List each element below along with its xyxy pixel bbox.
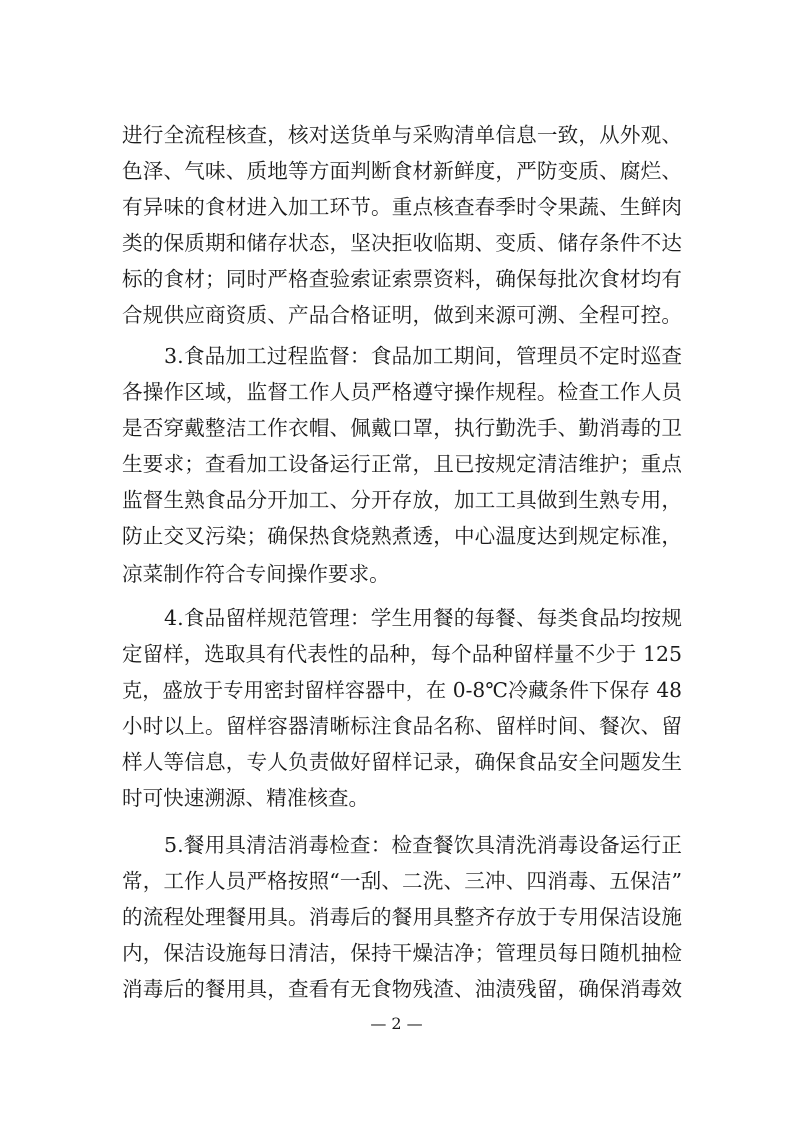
paragraph-1-line-1: 进行全流程核查，核对送货单与采购清单信息一致，从外观、 xyxy=(122,123,682,147)
paragraph-3-line-6: 时可快速溯源、精准核查。 xyxy=(122,786,370,810)
paragraph-3-line-5: 样人等信息，专人负责做好留样记录，确保食品安全问题发生 xyxy=(122,750,682,774)
paragraph-3-line-4: 小时以上。留样容器清晰标注食品名称、留样时间、餐次、留 xyxy=(122,714,682,738)
paragraph-4-line-3: 的流程处理餐用具。消毒后的餐用具整齐存放于专用保洁设施 xyxy=(122,905,682,929)
paragraph-1-line-6: 合规供应商资质、产品合格证明，做到来源可溯、全程可控。 xyxy=(122,303,682,327)
paragraph-3-line-2: 定留样，选取具有代表性的品种，每个品种留样量不少于 125 xyxy=(122,642,682,666)
paragraph-4-line-2: 常，工作人员严格按照“一刮、二洗、三冲、四消毒、五保洁” xyxy=(122,869,682,893)
paragraph-4-line-1: 5.餐用具清洁消毒检查：检查餐饮具清洗消毒设备运行正 xyxy=(164,833,682,857)
paragraph-2-line-5: 监督生熟食品分开加工、分开存放，加工工具做到生熟专用， xyxy=(122,488,682,512)
paragraph-4-line-5: 消毒后的餐用具，查看有无食物残渣、油渍残留，确保消毒效 xyxy=(122,977,682,1001)
paragraph-2-line-3: 是否穿戴整洁工作衣帽、佩戴口罩，执行勤洗手、勤消毒的卫 xyxy=(122,416,682,440)
paragraph-1-line-2: 色泽、气味、质地等方面判断食材新鲜度，严防变质、腐烂、 xyxy=(122,159,682,183)
paragraph-2-line-2: 各操作区域，监督工作人员严格遵守操作规程。检查工作人员 xyxy=(122,380,682,404)
paragraph-3-line-3: 克，盛放于专用密封留样容器中，在 0-8℃冷藏条件下保存 48 xyxy=(122,678,682,702)
paragraph-3-line-1: 4.食品留样规范管理：学生用餐的每餐、每类食品均按规 xyxy=(164,606,682,630)
paragraph-2-line-7: 凉菜制作符合专间操作要求。 xyxy=(122,562,390,586)
paragraph-1-line-5: 标的食材；同时严格查验索证索票资料，确保每批次食材均有 xyxy=(122,267,682,291)
page-number: — 2 — xyxy=(370,1014,423,1033)
paragraph-2-line-1: 3.食品加工过程监督：食品加工期间，管理员不定时巡查 xyxy=(164,344,682,368)
paragraph-1-line-3: 有异味的食材进入加工环节。重点核查春季时令果蔬、生鲜肉 xyxy=(122,195,682,219)
paragraph-1-line-4: 类的保质期和储存状态，坚决拒收临期、变质、储存条件不达 xyxy=(122,231,682,255)
paragraph-2-line-4: 生要求；查看加工设备运行正常，且已按规定清洁维护；重点 xyxy=(122,452,682,476)
paragraph-2-line-6: 防止交叉污染；确保热食烧熟煮透，中心温度达到规定标准， xyxy=(122,524,682,548)
paragraph-4-line-4: 内，保洁设施每日清洁，保持干燥洁净；管理员每日随机抽检 xyxy=(122,941,682,965)
